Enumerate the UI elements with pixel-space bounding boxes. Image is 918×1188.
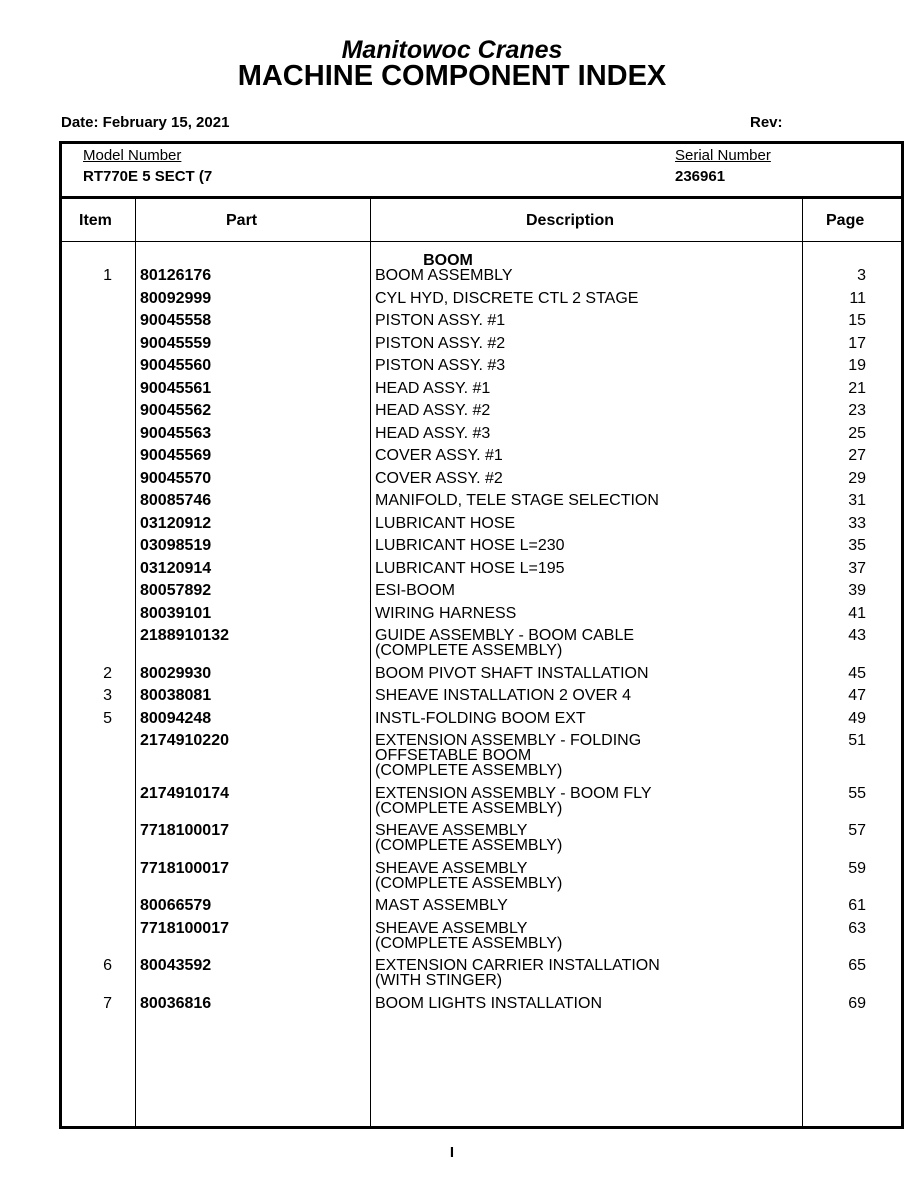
description-cell: SHEAVE INSTALLATION 2 OVER 4 [375, 687, 632, 704]
part-number-cell: 7718100017 [140, 860, 229, 877]
model-info-box [62, 144, 901, 199]
component-table [59, 141, 904, 1129]
page-cell: 51 [848, 732, 866, 749]
description-cell: BOOM LIGHTS INSTALLATION [375, 995, 602, 1012]
page-cell: 59 [848, 860, 866, 877]
page-cell: 27 [848, 447, 866, 464]
part-number-cell: 2188910132 [140, 627, 229, 644]
description-cell: SHEAVE ASSEMBLY (COMPLETE ASSEMBLY) [375, 822, 563, 854]
model-number-value: RT770E 5 SECT (7 [83, 168, 213, 185]
section-title: BOOM [423, 252, 473, 269]
page-cell: 33 [848, 515, 866, 532]
description-cell: BOOM PIVOT SHAFT INSTALLATION [375, 665, 649, 682]
item-cell: 3 [103, 687, 112, 704]
part-number-cell: 80043592 [140, 957, 212, 974]
description-cell: ESI-BOOM [375, 582, 456, 599]
company-name: Manitowoc Cranes [341, 36, 563, 64]
page-number: I [449, 1144, 455, 1161]
description-cell: GUIDE ASSEMBLY - BOOM CABLE (COMPLETE ASSEMBLY) [375, 627, 635, 659]
description-cell: LUBRICANT HOSE L=195 [375, 560, 565, 577]
description-cell: LUBRICANT HOSE [375, 515, 516, 532]
serial-number-value: 236961 [675, 168, 726, 185]
description-cell: PISTON ASSY. #3 [375, 357, 506, 374]
part-number-cell: 7718100017 [140, 822, 229, 839]
part-number-cell: 90045563 [140, 425, 212, 442]
part-number-cell: 90045570 [140, 470, 212, 487]
part-number-cell: 90045561 [140, 380, 212, 397]
page-cell: 43 [848, 627, 866, 644]
description-cell: EXTENSION ASSEMBLY - FOLDING OFFSETABLE BOOM (COMPLETE ASSEMBLY) [375, 732, 642, 779]
page-cell: 61 [848, 897, 866, 914]
item-cell: 7 [103, 995, 112, 1012]
rev-label: Rev: [750, 114, 783, 131]
page-cell: 47 [848, 687, 866, 704]
page-cell: 69 [848, 995, 866, 1012]
page-cell: 63 [848, 920, 866, 937]
description-cell: INSTL-FOLDING BOOM EXT [375, 710, 586, 727]
description-cell: LUBRICANT HOSE L=230 [375, 537, 565, 554]
column-header-part: Part [226, 212, 258, 229]
description-cell: MANIFOLD, TELE STAGE SELECTION [375, 492, 659, 509]
item-cell: 2 [103, 665, 112, 682]
part-number-cell: 90045562 [140, 402, 212, 419]
page-cell: 3 [857, 267, 866, 284]
part-number-cell: 80036816 [140, 995, 212, 1012]
page-cell: 37 [848, 560, 866, 577]
part-number-cell: 7718100017 [140, 920, 229, 937]
column-header-item: Item [79, 212, 112, 229]
page-cell: 39 [848, 582, 866, 599]
part-number-cell: 80094248 [140, 710, 212, 727]
page-cell: 49 [848, 710, 866, 727]
column-divider [370, 198, 371, 1126]
description-cell: PISTON ASSY. #2 [375, 335, 506, 352]
part-number-cell: 80092999 [140, 290, 212, 307]
part-number-cell: 90045569 [140, 447, 212, 464]
page-cell: 19 [848, 357, 866, 374]
page-cell: 25 [848, 425, 866, 442]
description-cell: PISTON ASSY. #1 [375, 312, 506, 329]
description-cell: WIRING HARNESS [375, 605, 517, 622]
item-cell: 1 [103, 267, 112, 284]
page-cell: 21 [848, 380, 866, 397]
description-cell: HEAD ASSY. #2 [375, 402, 491, 419]
description-cell: HEAD ASSY. #1 [375, 380, 491, 397]
description-cell: SHEAVE ASSEMBLY (COMPLETE ASSEMBLY) [375, 860, 563, 892]
part-number-cell: 2174910174 [140, 785, 229, 802]
part-number-cell: 03120912 [140, 515, 212, 532]
part-number-cell: 80066579 [140, 897, 212, 914]
part-number-cell: 80029930 [140, 665, 212, 682]
part-number-cell: 80085746 [140, 492, 212, 509]
column-header-row [62, 198, 901, 242]
page-cell: 35 [848, 537, 866, 554]
page-cell: 31 [848, 492, 866, 509]
description-cell: EXTENSION CARRIER INSTALLATION (WITH STINGER) [375, 957, 660, 989]
part-number-cell: 80039101 [140, 605, 212, 622]
part-number-cell: 90045558 [140, 312, 212, 329]
model-number-label: Model Number [83, 147, 182, 164]
description-cell: HEAD ASSY. #3 [375, 425, 491, 442]
page-cell: 17 [848, 335, 866, 352]
document-title: MACHINE COMPONENT INDEX [237, 60, 667, 92]
page-cell: 57 [848, 822, 866, 839]
part-number-cell: 03120914 [140, 560, 212, 577]
description-cell: EXTENSION ASSEMBLY - BOOM FLY (COMPLETE ASSEMBLY) [375, 785, 652, 817]
column-header-page: Page [826, 212, 865, 229]
column-header-description: Description [526, 212, 615, 229]
description-cell: BOOM ASSEMBLY [375, 267, 513, 284]
description-cell: SHEAVE ASSEMBLY (COMPLETE ASSEMBLY) [375, 920, 563, 952]
page-cell: 29 [848, 470, 866, 487]
description-cell: MAST ASSEMBLY [375, 897, 508, 914]
part-number-cell: 80038081 [140, 687, 212, 704]
page-cell: 55 [848, 785, 866, 802]
serial-number-label: Serial Number [675, 147, 771, 164]
page-cell: 15 [848, 312, 866, 329]
item-cell: 5 [103, 710, 112, 727]
page-cell: 41 [848, 605, 866, 622]
part-number-cell: 90045559 [140, 335, 212, 352]
part-number-cell: 80126176 [140, 267, 212, 284]
part-number-cell: 90045560 [140, 357, 212, 374]
page-cell: 11 [849, 290, 866, 307]
column-divider [802, 198, 803, 1126]
description-cell: COVER ASSY. #2 [375, 470, 503, 487]
part-number-cell: 03098519 [140, 537, 212, 554]
description-cell: COVER ASSY. #1 [375, 447, 503, 464]
part-number-cell: 2174910220 [140, 732, 229, 749]
date-label: Date: February 15, 2021 [61, 114, 230, 131]
page-cell: 23 [848, 402, 866, 419]
part-number-cell: 80057892 [140, 582, 212, 599]
description-cell: CYL HYD, DISCRETE CTL 2 STAGE [375, 290, 639, 307]
page-cell: 45 [848, 665, 866, 682]
column-divider [135, 198, 136, 1126]
item-cell: 6 [103, 957, 112, 974]
page-cell: 65 [848, 957, 866, 974]
